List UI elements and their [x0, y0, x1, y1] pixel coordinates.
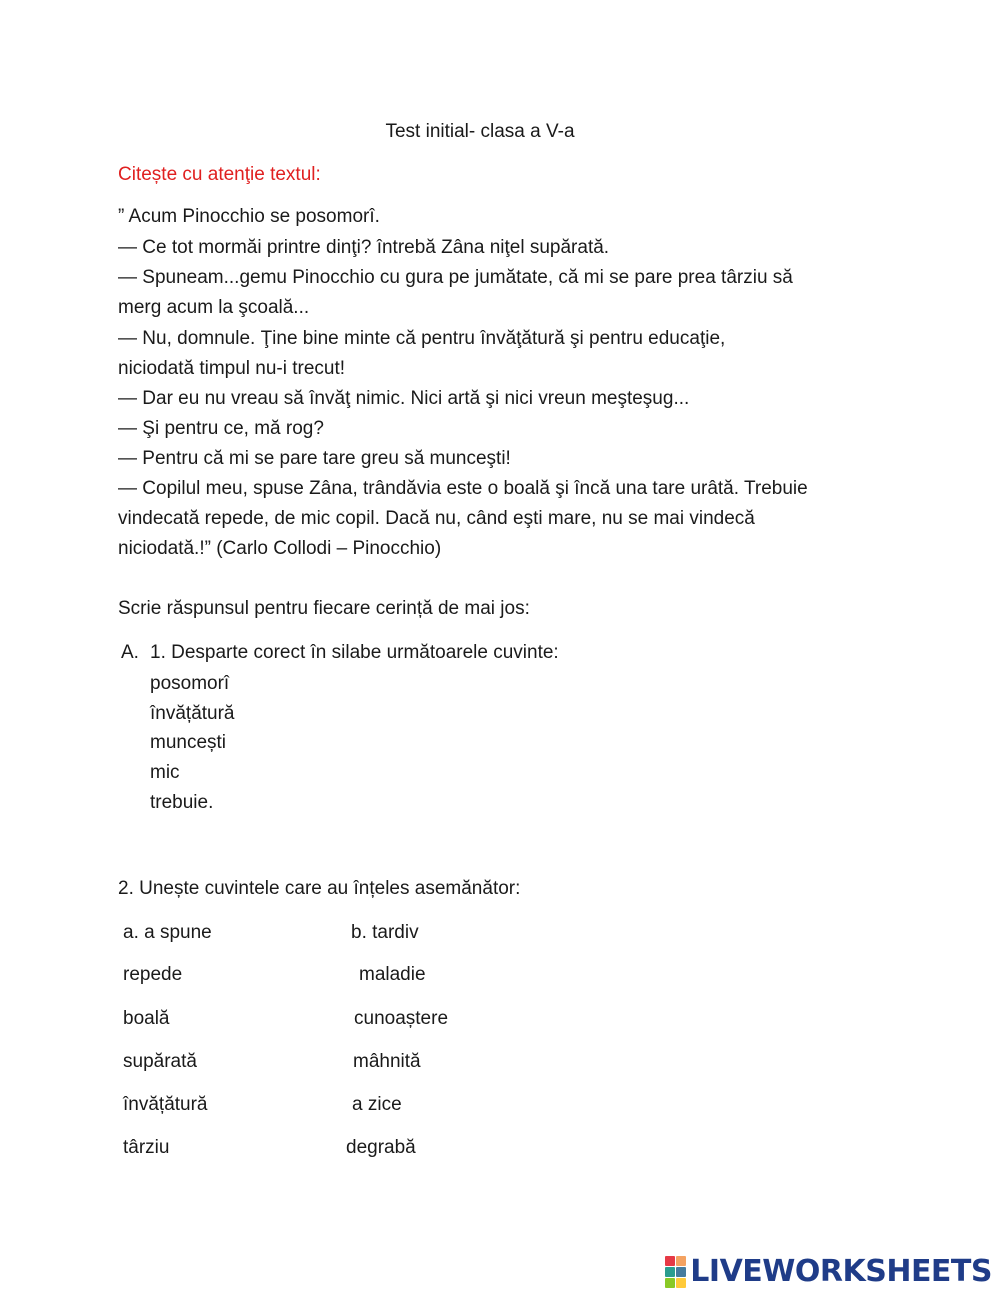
passage-line: — Copilul meu, spuse Zâna, trândăvia este o boală şi încă una tare urâtă. Trebuie	[118, 478, 808, 499]
match-left-item: repede	[123, 964, 183, 985]
logo-blocks-icon	[665, 1256, 686, 1288]
passage-line: niciodată.!” (Carlo Collodi – Pinocchio)	[118, 538, 442, 559]
logo-block	[676, 1256, 686, 1266]
section-letter: A.	[121, 642, 139, 663]
passage-line: ” Acum Pinocchio se posomorî.	[118, 206, 380, 227]
logo-block	[676, 1278, 686, 1288]
passage-line: — Spuneam...gemu Pinocchio cu gura pe jumătate, că mi se pare prea târziu să	[118, 267, 793, 288]
word-item: posomorî	[150, 673, 230, 694]
word-item: trebuie.	[150, 792, 214, 813]
match-left-item: târziu	[123, 1137, 170, 1158]
word-item: învățătură	[150, 703, 235, 724]
match-right-item: degrabă	[346, 1137, 416, 1158]
exercise-1-prompt: 1. Desparte corect în silabe următoarele cuvinte:	[150, 642, 559, 663]
match-right-item: a zice	[352, 1094, 402, 1115]
reading-instruction: Citește cu atenţie textul:	[118, 164, 321, 185]
match-left-item: supărată	[123, 1051, 197, 1072]
passage-line: — Dar eu nu vreau să învăţ nimic. Nici artă şi nici vreun meşteşug...	[118, 388, 690, 409]
logo-block	[665, 1267, 675, 1277]
liveworksheets-logo	[665, 1254, 992, 1289]
match-left-item: învățătură	[123, 1094, 208, 1115]
passage-line: — Ce tot mormăi printre dinţi? întrebă Zâna niţel supărată.	[118, 237, 610, 258]
match-left-item: a. a spune	[123, 922, 212, 943]
passage-line: vindecată repede, de mic copil. Dacă nu, când eşti mare, nu se mai vindecă	[118, 508, 755, 529]
word-item: muncești	[150, 732, 227, 753]
passage-line: merg acum la şcoală...	[118, 297, 310, 318]
passage-line: — Şi pentru ce, mă rog?	[118, 418, 324, 439]
passage-line: — Pentru că mi se pare tare greu să munceşti!	[118, 448, 511, 469]
task-intro: Scrie răspunsul pentru fiecare cerință de mai jos:	[118, 598, 530, 619]
passage-line: niciodată timpul nu-i trecut!	[118, 358, 346, 379]
page-title: Test initial- clasa a V-a	[385, 121, 575, 142]
logo-block	[665, 1278, 675, 1288]
logo-text: LIVEWORKSHEETS	[690, 1254, 992, 1289]
match-right-item: maladie	[359, 964, 426, 985]
logo-block	[676, 1267, 686, 1277]
logo-block	[665, 1256, 675, 1266]
match-left-item: boală	[123, 1008, 170, 1029]
exercise-2-prompt: 2. Unește cuvintele care au înțeles asemănător:	[118, 878, 521, 899]
match-right-item: b. tardiv	[351, 922, 419, 943]
passage-line: — Nu, domnule. Ţine bine minte că pentru învăţătură şi pentru educaţie,	[118, 328, 726, 349]
match-right-item: cunoaștere	[354, 1008, 449, 1029]
word-item: mic	[150, 762, 180, 783]
match-right-item: mâhnită	[353, 1051, 421, 1072]
